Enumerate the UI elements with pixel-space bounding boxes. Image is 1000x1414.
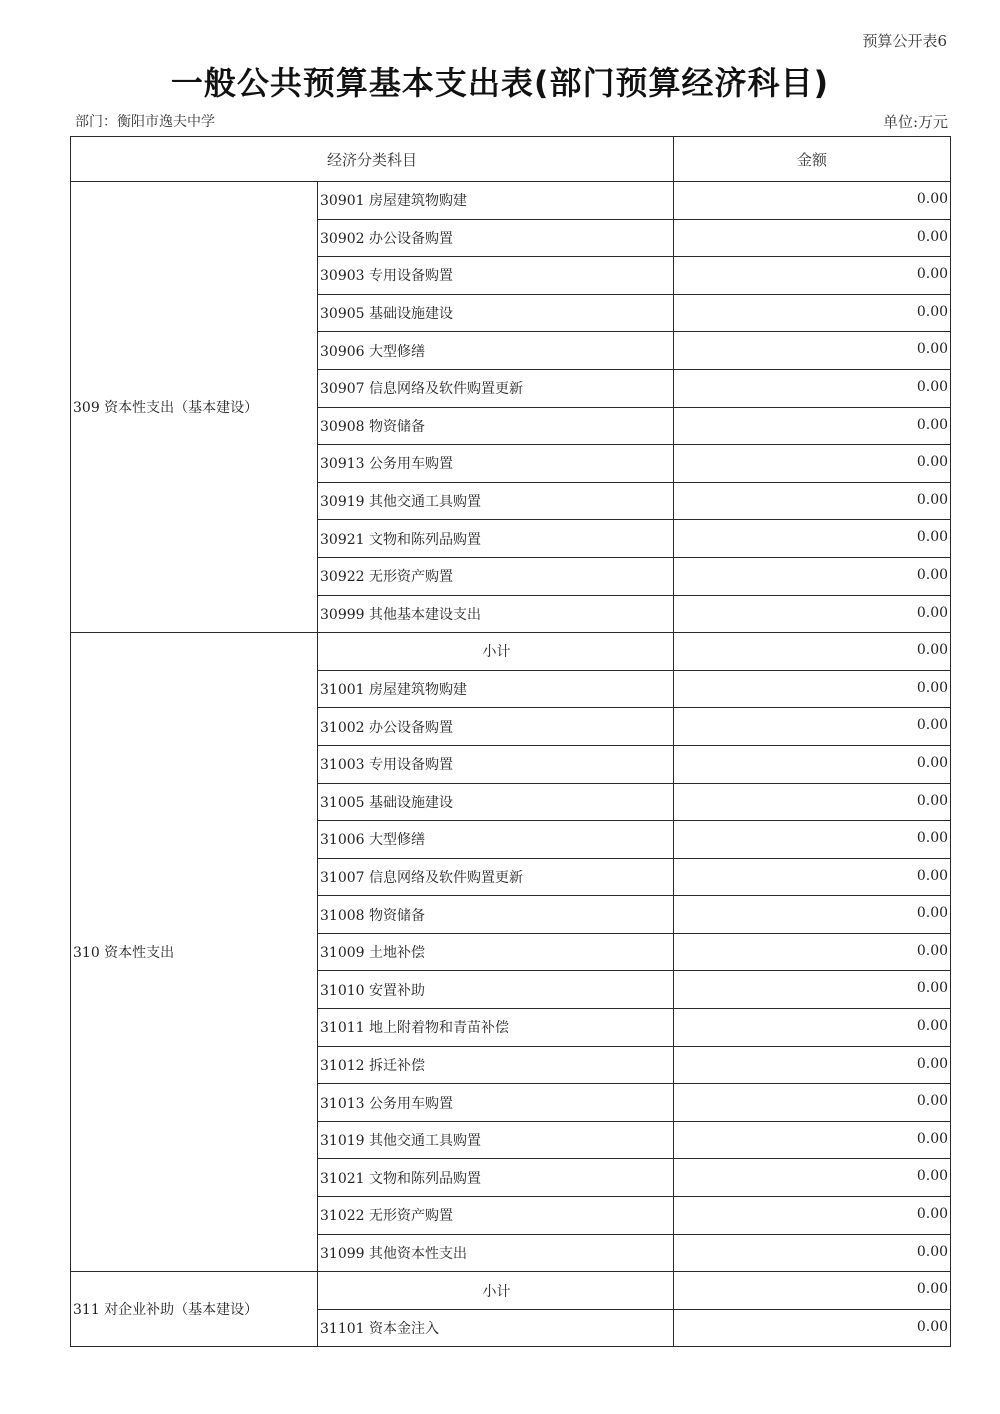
item-label: 31101 资本金注入: [318, 1309, 674, 1347]
item-label: 30905 基础设施建设: [318, 294, 674, 332]
amount-cell: 0.00: [674, 1084, 951, 1122]
item-label: 31005 基础设施建设: [318, 783, 674, 821]
amount-cell: 0.00: [674, 257, 951, 295]
amount-cell: 0.00: [674, 445, 951, 483]
subtotal-row: [71, 633, 951, 671]
item-label: 30908 物资储备: [318, 407, 674, 445]
amount-cell: 0.00: [674, 933, 951, 971]
table-body: [71, 182, 951, 1347]
amount-cell: 0.00: [674, 708, 951, 746]
amount-cell: 0.00: [674, 182, 951, 220]
item-label: 31021 文物和陈列品购置: [318, 1159, 674, 1197]
item-label: 30901 房屋建筑物购建: [318, 182, 674, 220]
item-label: 31001 房屋建筑物购建: [318, 670, 674, 708]
item-label: 31011 地上附着物和青苗补偿: [318, 1009, 674, 1047]
amount-cell: 0.00: [674, 971, 951, 1009]
item-label: 30906 大型修缮: [318, 332, 674, 370]
amount-cell: 0.00: [674, 745, 951, 783]
item-label: 31022 无形资产购置: [318, 1197, 674, 1235]
amount-cell: 0.00: [674, 1009, 951, 1047]
item-label: 30921 文物和陈列品购置: [318, 520, 674, 558]
amount-cell: 0.00: [674, 219, 951, 257]
header-amount: 金额: [674, 137, 951, 182]
item-label: 30999 其他基本建设支出: [318, 595, 674, 633]
amount-cell: 0.00: [674, 783, 951, 821]
subtotal-label: 小计: [318, 633, 674, 671]
department-label: 部门：衡阳市逸夫中学: [75, 114, 215, 130]
item-label: 31019 其他交通工具购置: [318, 1121, 674, 1159]
item-label: 31009 土地补偿: [318, 933, 674, 971]
amount-cell: 0.00: [674, 1234, 951, 1272]
amount-cell: 0.00: [674, 1272, 951, 1310]
amount-cell: 0.00: [674, 896, 951, 934]
item-label: 31002 办公设备购置: [318, 708, 674, 746]
item-label: 30903 专用设备购置: [318, 257, 674, 295]
amount-cell: 0.00: [674, 1046, 951, 1084]
amount-cell: 0.00: [674, 482, 951, 520]
amount-cell: 0.00: [674, 670, 951, 708]
amount-cell: 0.00: [674, 1121, 951, 1159]
amount-cell: 0.00: [674, 821, 951, 859]
item-label: 31008 物资储备: [318, 896, 674, 934]
amount-cell: 0.00: [674, 369, 951, 407]
item-label: 31013 公务用车购置: [318, 1084, 674, 1122]
group-label: 311 对企业补助（基本建设）: [71, 1272, 318, 1347]
amount-cell: 0.00: [674, 294, 951, 332]
item-label: 30907 信息网络及软件购置更新: [318, 369, 674, 407]
amount-cell: 0.00: [674, 595, 951, 633]
header-category: 经济分类科目: [71, 137, 674, 182]
item-label: 31007 信息网络及软件购置更新: [318, 858, 674, 896]
amount-cell: 0.00: [674, 1309, 951, 1347]
subtotal-label: 小计: [318, 1272, 674, 1310]
item-label: 30902 办公设备购置: [318, 219, 674, 257]
amount-cell: 0.00: [674, 520, 951, 558]
item-label: 30922 无形资产购置: [318, 557, 674, 595]
amount-cell: 0.00: [674, 407, 951, 445]
item-label: 31010 安置补助: [318, 971, 674, 1009]
subtotal-row: [71, 1272, 951, 1310]
item-label: 31003 专用设备购置: [318, 745, 674, 783]
group-label: 309 资本性支出（基本建设）: [71, 182, 318, 633]
item-label: 30913 公务用车购置: [318, 445, 674, 483]
amount-cell: 0.00: [674, 1159, 951, 1197]
item-label: 31006 大型修缮: [318, 821, 674, 859]
item-label: 31099 其他资本性支出: [318, 1234, 674, 1272]
item-label: 31012 拆迁补偿: [318, 1046, 674, 1084]
amount-cell: 0.00: [674, 858, 951, 896]
amount-cell: 0.00: [674, 557, 951, 595]
unit-label: 单位:万元: [882, 113, 948, 131]
page-title: 一般公共预算基本支出表(部门预算经济科目): [170, 64, 830, 102]
amount-cell: 0.00: [674, 1197, 951, 1235]
group-label: 310 资本性支出: [71, 633, 318, 1272]
table-header-row: [71, 137, 951, 182]
amount-cell: 0.00: [674, 332, 951, 370]
table-row: [71, 182, 951, 220]
item-label: 30919 其他交通工具购置: [318, 482, 674, 520]
form-number: 预算公开表6: [862, 32, 947, 50]
amount-cell: 0.00: [674, 633, 951, 671]
budget-table: [70, 136, 951, 1347]
